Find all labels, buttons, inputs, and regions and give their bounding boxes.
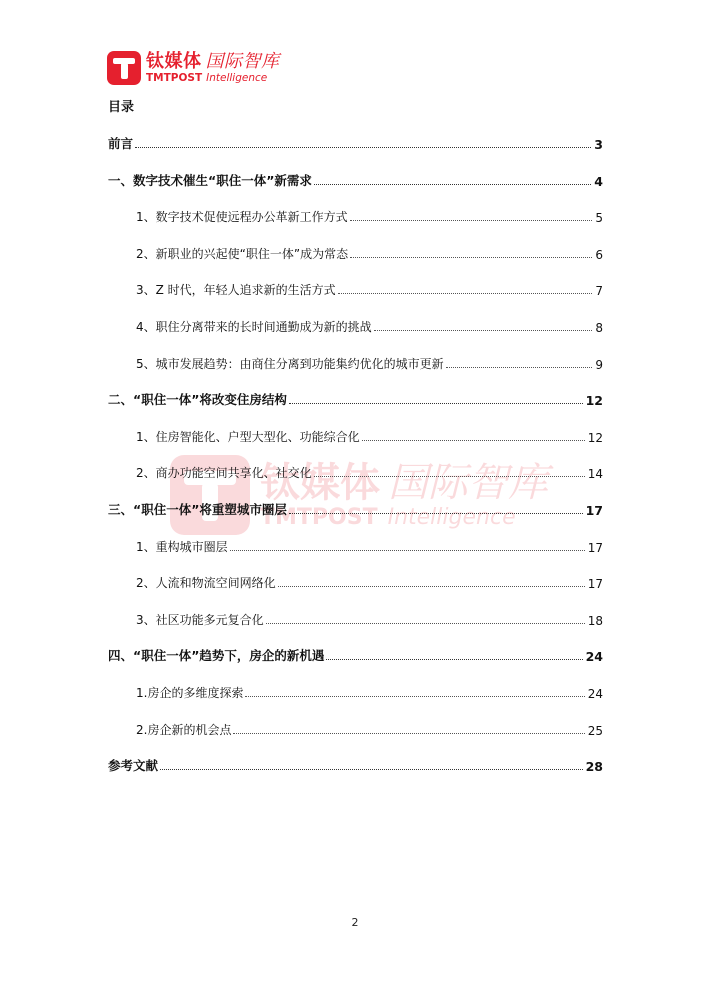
toc-entry-page: 17 — [585, 503, 603, 518]
brand-name-en: TMTPOST — [146, 72, 203, 84]
toc-entry-page: 12 — [587, 430, 603, 445]
toc-entry-page: 17 — [587, 577, 603, 592]
toc-entry-page: 18 — [587, 613, 603, 628]
toc-entry-page: 12 — [585, 393, 603, 409]
toc-dot-leader — [314, 184, 591, 185]
toc-entry[interactable] — [136, 683, 603, 701]
page-number: 2 — [351, 916, 359, 929]
brand-name-cn-sub: 国际智库 — [205, 51, 280, 72]
toc-dot-leader — [362, 440, 585, 441]
toc-entry-title: 一、数字技术催生“职住一体”新需求 — [108, 172, 312, 188]
toc-entry[interactable] — [108, 646, 603, 664]
toc-entry-page: 25 — [587, 723, 603, 738]
toc-entry-title: 3、Z 时代，年轻人追求新的生活方式 — [136, 283, 336, 298]
toc-entry[interactable] — [108, 500, 603, 518]
brand-logo — [107, 50, 280, 86]
brand-name-cn: 钛媒体 — [146, 51, 202, 72]
brand-name-en-sub: Intelligence — [206, 72, 268, 84]
toc-entry-page: 28 — [585, 759, 603, 775]
toc-entry[interactable] — [136, 610, 603, 628]
toc-dot-leader — [314, 476, 585, 477]
toc-entry-title: 四、“职住一体”趋势下，房企的新机遇 — [108, 648, 325, 664]
toc-entry[interactable] — [136, 354, 603, 372]
watermark-name-cn-sub: 国际智库 — [388, 460, 548, 506]
brand-wordmark — [146, 52, 280, 84]
toc-dot-leader — [326, 659, 582, 660]
toc-entry-title: 二、“职住一体”将改变住房结构 — [108, 392, 287, 408]
toc-entry-page: 24 — [585, 649, 603, 665]
toc-dot-leader — [266, 623, 585, 624]
toc-entry-title: 2.房企新的机会点 — [136, 722, 232, 737]
toc-entry-title: 1、数字技术促使远程办公革新工作方式 — [136, 210, 348, 225]
toc-dot-leader — [233, 733, 584, 734]
toc-entry-title: 前言 — [108, 136, 134, 151]
toc-entry[interactable] — [136, 207, 603, 225]
toc-entry[interactable] — [136, 463, 603, 481]
toc-entry[interactable] — [108, 756, 603, 774]
toc-entry-page: 4 — [594, 173, 603, 189]
toc-entry-title: 2、商办功能空间共享化、社交化 — [136, 466, 312, 481]
toc-entry[interactable] — [136, 280, 603, 298]
toc-entry[interactable] — [136, 427, 603, 445]
toc-dot-leader — [446, 367, 593, 368]
toc-entry-page: 14 — [587, 467, 603, 482]
toc-entry-page: 3 — [594, 137, 603, 152]
toc-entry-title: 4、职住分离带来的长时间通勤成为新的挑战 — [136, 320, 372, 334]
toc-entry[interactable] — [108, 171, 603, 189]
toc-entry-page: 5 — [595, 211, 603, 226]
toc-dot-leader — [278, 586, 585, 587]
toc-entry-page: 7 — [595, 284, 603, 299]
toc-entry[interactable] — [136, 537, 603, 555]
toc-entry[interactable] — [136, 720, 603, 738]
toc-entry-title: 5、城市发展趋势：由商住分离到功能集约优化的城市更新 — [136, 356, 444, 371]
toc-entry-page: 9 — [595, 357, 603, 372]
toc-dot-leader — [338, 293, 593, 294]
watermark-name-en: TMTPOST — [260, 505, 378, 530]
toc-entry-title: 1.房企的多维度探索 — [136, 686, 244, 700]
toc-dot-leader — [350, 220, 593, 221]
toc-dot-leader — [245, 696, 584, 697]
toc-entry[interactable] — [136, 317, 603, 335]
toc-entry-title: 2、新职业的兴起使“职住一体”成为常态 — [136, 246, 349, 261]
watermark-name-en-sub: Intelligence — [387, 505, 516, 530]
toc-entry[interactable] — [108, 134, 603, 152]
toc-entry-title: 1、住房智能化、户型大型化、功能综合化 — [136, 429, 360, 444]
toc-entry-title: 三、“职住一体”将重塑城市圈层 — [108, 502, 287, 517]
toc-entry-page: 24 — [587, 687, 603, 701]
t-logo-icon — [107, 51, 141, 85]
toc-dot-leader — [374, 330, 593, 331]
toc-dot-leader — [350, 257, 592, 258]
toc-dot-leader — [289, 513, 583, 514]
toc-entry-page: 6 — [595, 247, 603, 262]
toc-entry-title: 2、人流和物流空间网络化 — [136, 576, 276, 591]
toc-entry[interactable] — [108, 390, 603, 408]
toc-heading: 目录 — [108, 100, 135, 115]
toc-entry[interactable] — [136, 573, 603, 591]
toc-dot-leader — [160, 769, 583, 770]
toc-entry-title: 3、社区功能多元复合化 — [136, 612, 264, 627]
toc-entry-page: 8 — [595, 321, 603, 335]
toc-dot-leader — [289, 403, 583, 404]
toc-dot-leader — [135, 147, 591, 148]
watermark-name-cn: 钛媒体 — [260, 460, 380, 506]
toc-entry[interactable] — [136, 244, 603, 262]
toc-dot-leader — [230, 550, 585, 551]
toc-entry-title: 参考文献 — [108, 758, 159, 774]
toc-entry-title: 1、重构城市圈层 — [136, 539, 228, 554]
toc-entry-page: 17 — [587, 540, 603, 555]
